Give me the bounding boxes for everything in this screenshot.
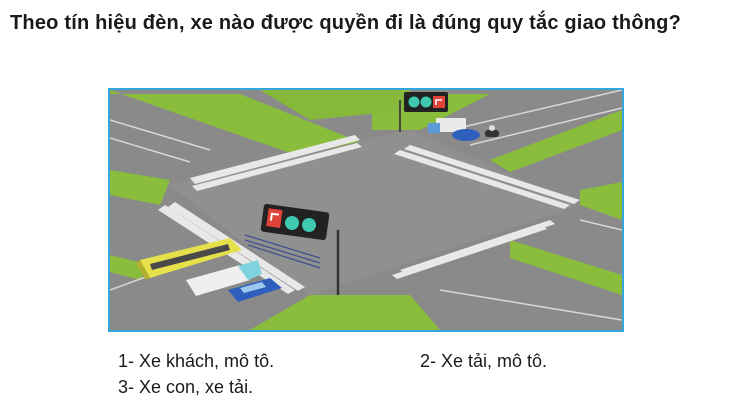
answer-option-2[interactable]: 2- Xe tải, mô tô. [420, 351, 548, 371]
intersection-illustration [108, 88, 624, 332]
answer-option-1[interactable]: 1- Xe khách, mô tô. [118, 351, 275, 371]
answer-option-3[interactable]: 3- Xe con, xe tải. [118, 377, 254, 397]
question-text: Theo tín hiệu đèn, xe nào được quyền đi là đúng quy tắc giao thông? [10, 12, 682, 34]
car-far-icon [452, 129, 480, 141]
